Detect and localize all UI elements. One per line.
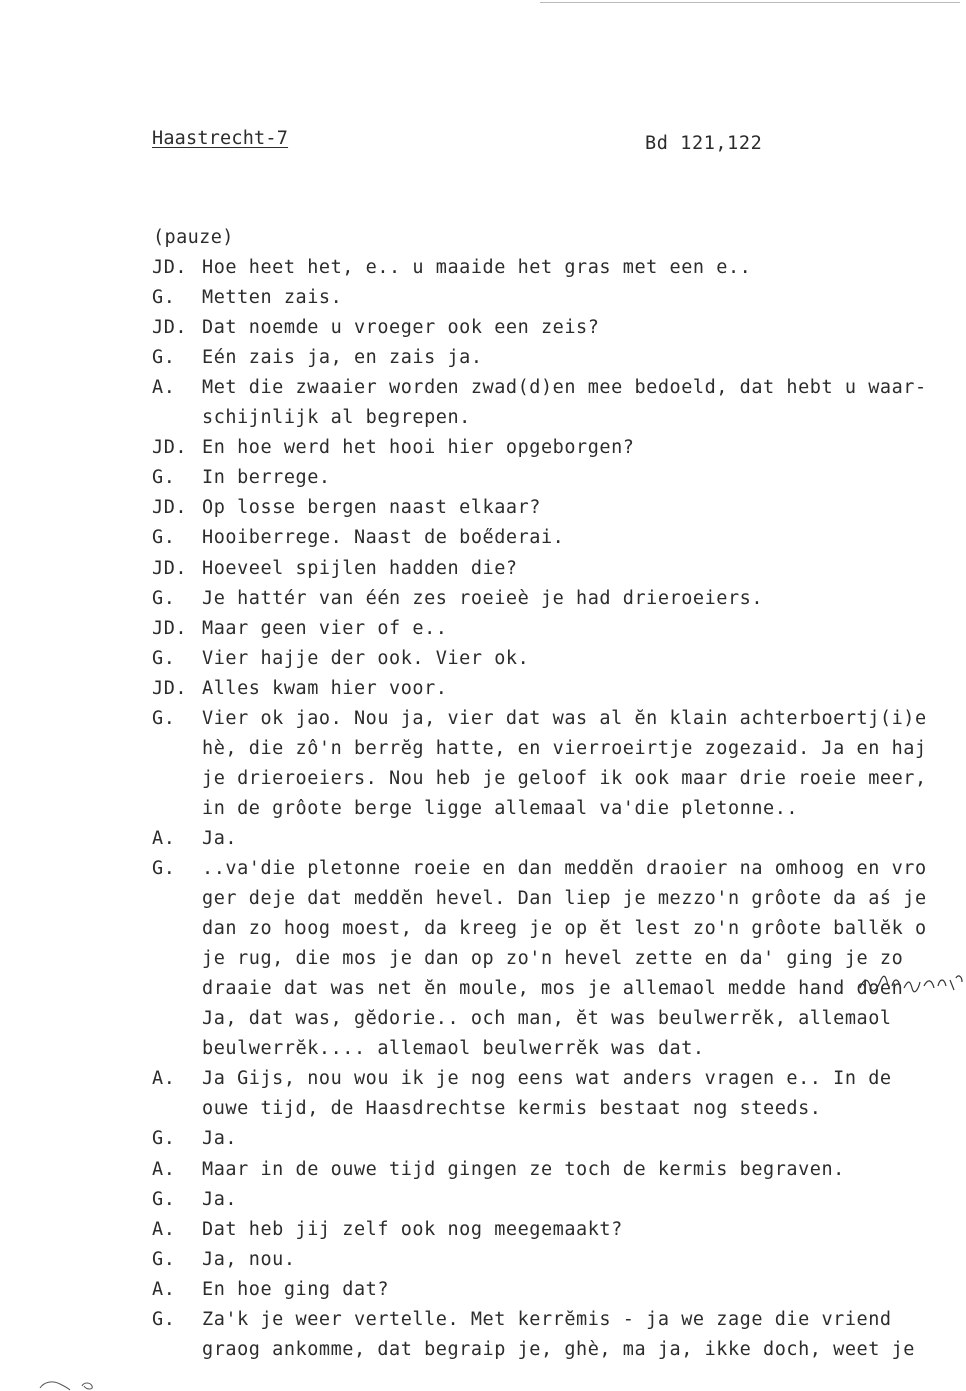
corner-mark — [38, 1376, 98, 1391]
transcript-line — [0, 978, 966, 1008]
utterance-text: ger deje dat meddĕn hevel. Dan liep je mezzo'n grôote da aś je — [202, 888, 927, 910]
transcript-line — [0, 1098, 966, 1128]
transcript-line — [0, 798, 966, 828]
utterance-text: Dat heb jij zelf ook nog meegemaakt? — [202, 1218, 623, 1240]
handwritten-annotation — [858, 966, 966, 996]
speaker-label: G. — [152, 1188, 176, 1210]
speaker-label: G. — [152, 1308, 176, 1330]
speaker-label: A. — [152, 1218, 176, 1240]
speaker-label: G. — [152, 467, 176, 489]
transcript-line — [0, 588, 966, 618]
transcript-line — [0, 1159, 966, 1189]
utterance-text: In berrege. — [202, 467, 331, 489]
utterance-text: dan zo hoog moest, da kreeg je op ĕt lest zo'n grôote ballĕk o — [202, 918, 927, 940]
speaker-label: G. — [152, 587, 176, 609]
speaker-label: JD. — [152, 617, 188, 639]
utterance-text: Ja, nou. — [202, 1248, 296, 1270]
transcript-line — [0, 347, 966, 377]
utterance-text: Je hattér van één zes roeieè je had drieroeiers. — [202, 587, 764, 609]
utterance-text: Ja, dat was, gĕdorie.. och man, ĕt was beulwerrĕk, allemaol — [202, 1008, 892, 1030]
utterance-text: beulwerrĕk.... allemaol beulwerrĕk was dat. — [202, 1038, 705, 1060]
utterance-text: in de grôote berge ligge allemaal va'die pletonne.. — [202, 797, 799, 819]
utterance-text: Vier hajje der ook. Vier ok. — [202, 647, 530, 669]
transcript-line — [0, 497, 966, 527]
utterance-text: Alles kwam hier voor. — [202, 677, 448, 699]
transcript-line — [0, 317, 966, 347]
speaker-label: JD. — [152, 557, 188, 579]
utterance-text: je rug, die mos je dan op zo'n hevel zette en da' ging je zo — [202, 948, 904, 970]
utterance-text: hè, die zô'n berrĕg hatte, en vierroeirtje zogezaid. Ja en haj — [202, 737, 927, 759]
speaker-label: G. — [152, 1248, 176, 1270]
speaker-label: G. — [152, 707, 176, 729]
utterance-text: Ja. — [202, 1128, 238, 1150]
utterance-text: Ja Gijs, nou wou ik je nog eens wat anders vragen e.. In de — [202, 1068, 892, 1090]
utterance-text: Op losse bergen naast elkaar? — [202, 497, 541, 519]
transcript-line — [0, 828, 966, 858]
top-edge-line — [540, 2, 960, 3]
utterance-text: Ja. — [202, 827, 238, 849]
transcript-line — [0, 888, 966, 918]
transcript-line — [0, 618, 966, 648]
speaker-label: G. — [152, 347, 176, 369]
speaker-label: JD. — [152, 437, 188, 459]
transcript-line — [0, 768, 966, 798]
speaker-label: JD. — [152, 257, 188, 278]
utterance-text: Maar geen vier of e.. — [202, 617, 448, 639]
utterance-text: schijnlijk al begrepen. — [202, 407, 471, 429]
utterance-text: je drieroeiers. Nou heb je geloof ik ook maar drie roeie meer, — [202, 767, 927, 789]
transcript-line — [0, 407, 966, 437]
transcript-line — [0, 437, 966, 467]
speaker-label: A. — [152, 1068, 176, 1090]
utterance-text: Metten zais. — [202, 287, 343, 309]
tape-reference: Bd 121,122 — [645, 133, 763, 154]
pause-note: (pauze) — [153, 227, 234, 248]
transcript-line — [0, 708, 966, 738]
speaker-label: G. — [152, 647, 176, 669]
utterance-text: Vier ok jao. Nou ja, vier dat was al ĕn klain achterboertj(i)e — [202, 707, 927, 729]
transcript-line — [0, 858, 966, 888]
transcript-line — [0, 527, 966, 557]
utterance-text: draaie dat was net ĕn moule, mos je allemaol medde hand doen — [202, 978, 904, 1000]
utterance-text: En hoe ging dat? — [202, 1278, 390, 1300]
transcript-line — [0, 1279, 966, 1309]
transcript-line — [0, 1189, 966, 1219]
transcript-line — [0, 1309, 966, 1339]
transcript-line — [0, 738, 966, 768]
document-title: Haastrecht-7 — [152, 128, 289, 149]
speaker-label: JD. — [152, 317, 188, 339]
speaker-label: JD. — [152, 677, 188, 699]
utterance-text: Ja. — [202, 1188, 238, 1210]
transcript-line — [0, 1339, 966, 1369]
utterance-text: ouwe tijd, de Haasdrechtse kermis bestaat nog steeds. — [202, 1098, 822, 1120]
speaker-label: JD. — [152, 497, 188, 519]
speaker-label: A. — [152, 1158, 176, 1180]
transcript-line — [0, 1249, 966, 1279]
utterance-text: ..va'die pletonne roeie en dan meddĕn draoier na omhoog en vro — [202, 858, 927, 879]
transcript-line — [0, 1128, 966, 1158]
utterance-text: graog ankomme, dat begraip je, ghè, ma ja, ikke doch, weet je — [202, 1338, 915, 1360]
utterance-text: En hoe werd het hooi hier opgeborgen? — [202, 437, 635, 459]
utterance-text: Hoeveel spijlen hadden die? — [202, 557, 518, 579]
speaker-label: A. — [152, 377, 176, 399]
utterance-text: Maar in de ouwe tijd gingen ze toch de kermis begraven. — [202, 1158, 845, 1180]
speaker-label: A. — [152, 1278, 176, 1300]
transcript-line — [0, 648, 966, 678]
transcript-line — [0, 287, 966, 317]
transcript-line — [0, 1219, 966, 1249]
speaker-label: A. — [152, 827, 176, 849]
speaker-label: G. — [152, 858, 176, 879]
utterance-text: Za'k je weer vertelle. Met kerrĕmis - ja we zage die vriend — [202, 1308, 892, 1330]
transcript-line — [0, 1008, 966, 1038]
transcript-line — [0, 918, 966, 948]
utterance-text: Dat noemde u vroeger ook een zeis? — [202, 317, 600, 339]
transcript-line — [0, 1068, 966, 1098]
transcript-line — [0, 678, 966, 708]
transcript-line — [0, 1038, 966, 1068]
utterance-text: Hooiberrege. Naast de boe̋derai. — [202, 527, 565, 549]
transcript-line — [0, 467, 966, 497]
utterance-text: Met die zwaaier worden zwad(d)en mee bedoeld, dat hebt u waar- — [202, 377, 927, 399]
speaker-label: G. — [152, 527, 176, 549]
utterance-text: Hoe heet het, e.. u maaide het gras met een e.. — [202, 257, 752, 278]
transcript-line — [0, 377, 966, 407]
transcript-line — [0, 948, 966, 978]
transcript-line — [0, 558, 966, 588]
utterance-text: Eén zais ja, en zais ja. — [202, 347, 483, 369]
speaker-label: G. — [152, 287, 176, 309]
speaker-label: G. — [152, 1128, 176, 1150]
transcript-line — [0, 257, 966, 287]
